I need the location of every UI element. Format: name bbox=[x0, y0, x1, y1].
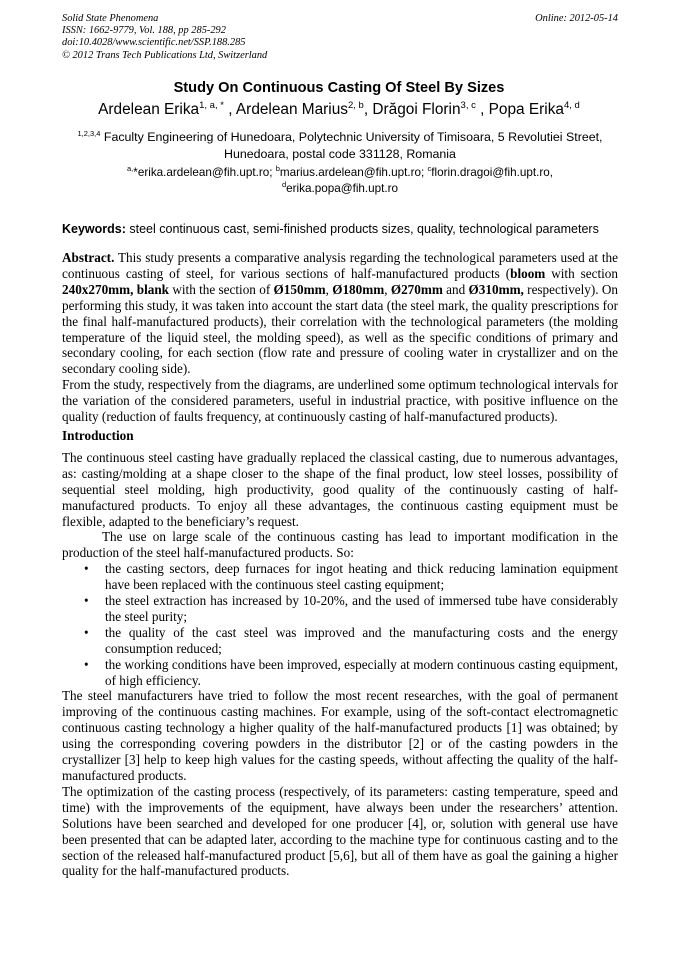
author-sup: 1, a, * bbox=[199, 99, 224, 111]
journal-doi: doi:10.4028/www.scientific.net/SSP.188.285 bbox=[62, 37, 246, 49]
email-link[interactable]: florin.dragoi@fih.upt.ro, bbox=[431, 166, 553, 179]
author-sup: 3, c bbox=[460, 99, 476, 111]
author-sup: 4, d bbox=[563, 99, 580, 111]
paper-body bbox=[62, 250, 618, 879]
author-sup: 2, b bbox=[348, 99, 364, 111]
email-sup: c bbox=[427, 164, 432, 174]
list-item: • the casting sectors, deep furnaces for ingot heating and thick reducing lamination equipment have been replaced with the continuous steel casting equipment; bbox=[84, 561, 618, 593]
journal-name: Solid State Phenomena bbox=[62, 13, 159, 24]
list-item: • the steel extraction has increased by 10-20%, and the used of immersed tube have considerably the steel purity; bbox=[84, 593, 618, 624]
body-paragraph: The steel manufacturers have tried to follow the most recent researches, with the goal of permanent improving of the continuous casting machines. For example, using of the soft-contact electromagnetic continuous casting technology a higher quality of the half-manufactured products [1] was obtained; by using the corresponding covering powders in the distributor [2] or of the casting powders in the crystallizer [3] help to keep high values for the casting speeds, without affecting the quality of the half-manufactured products. bbox=[62, 688, 618, 783]
body-paragraph: The continuous steel casting have gradually replaced the classical casting, due to numerous advantages, as: casting/molding at a shape closer to the shape of the final product, low steel losses, possibility of sequential steel molding, high productivity, good quality of the continuously casting of half-manufactured products. To enjoy all these advantages, the continuous casting equipment must be flexible, adapted to the beneficiary’s request. bbox=[62, 449, 618, 529]
email-link[interactable]: erika.popa@fih.upt.ro bbox=[286, 182, 399, 195]
bullet-icon: • bbox=[84, 656, 89, 672]
abstract-paragraph: From the study, respectively from the diagrams, are underlined some optimum technological intervals for the variation of the considered parameters, useful in industrial practice, with positive influence on the quality (reduction of faults frequency, at continuously casting of half-manufactured products). bbox=[62, 377, 618, 425]
journal-header bbox=[62, 13, 618, 62]
abstract-paragraph: Abstract. This study presents a comparative analysis regarding the technological parameters used at the continuous casting of steel, for various sections of half-manufactured products (bloom with section 240x270mm, blank with the section of Ø150mm, Ø180mm, Ø270mm and Ø310mm, respectively). On performing this study, it was taken into account the start data (the steel mark, the quality prescriptions for the final half-manufactured products), their correlation with the technological parameters (the molding temperature of the liquid steel, the molding speed), as well as the specific conditions of primary and secondary cooling, for each section (flow rate and pressure of cooling water in crystallizer and on the secondary cooling side). bbox=[62, 250, 619, 377]
bullet-icon: • bbox=[84, 561, 89, 577]
list-item: • the working conditions have been improved, especially at modern continuous casting equipment, of high efficiency. bbox=[84, 656, 618, 688]
journal-issn: ISSN: 1662-9779, Vol. 188, pp 285-292 bbox=[62, 25, 226, 37]
author-name: Ardelean Marius bbox=[235, 101, 348, 118]
online-date: Online: 2012-05-14 bbox=[535, 13, 618, 24]
author-sep: , bbox=[223, 101, 236, 118]
affiliation bbox=[62, 129, 618, 163]
bullet-icon: • bbox=[84, 593, 89, 609]
bullet-icon: • bbox=[84, 624, 89, 640]
email-list bbox=[62, 165, 618, 197]
abstract-label: Abstract. bbox=[62, 250, 115, 265]
author-list bbox=[0, 101, 678, 119]
keywords bbox=[62, 222, 618, 236]
paper-title: Study On Continuous Casting Of Steel By Sizes bbox=[173, 80, 505, 96]
author-name: Popa Erika bbox=[488, 101, 564, 118]
email-sup: a, bbox=[127, 164, 134, 174]
list-item: • the quality of the cast steel was improved and the manufacturing costs and the energy consumption reduced; bbox=[84, 624, 618, 656]
affiliation-sup: 1,2,3,4 bbox=[77, 128, 101, 138]
body-paragraph: The use on large scale of the continuous casting has lead to important modification in the production of the steel half-manufactured products. So: bbox=[62, 529, 618, 561]
author-sep: , bbox=[363, 101, 373, 118]
keywords-text: steel continuous cast, semi-finished products sizes, quality, technological parameters bbox=[125, 222, 599, 236]
affiliation-line: Faculty Engineering of Hunedoara, Polytechnic University of Timisoara, 5 Revolutiei Street, bbox=[103, 130, 603, 144]
email-sup: d bbox=[281, 180, 287, 190]
author-name: Drăgoi Florin bbox=[372, 101, 461, 118]
email-link[interactable]: *erika.ardelean@fih.upt.ro; bbox=[133, 166, 276, 179]
email-sup: b bbox=[275, 164, 280, 174]
affiliation-line: Hunedoara, postal code 331128, Romania bbox=[224, 147, 456, 161]
author-sep: , bbox=[475, 101, 489, 118]
author-name: Ardelean Erika bbox=[98, 101, 200, 118]
email-link[interactable]: marius.ardelean@fih.upt.ro; bbox=[279, 166, 428, 179]
body-paragraph: The optimization of the casting process (respectively, of its parameters: casting temperature, speed and time) with the improvements of the equipment, have always been under the researchers’ attention. Solutions have been searched and developed for one producer [4], or, solution with general use have been presented that can be adapted later, according to the machine type for continuous casting and to the section of the released half-manufactured product [5,6], but all of them have as goal the gaining a higher quality for the half-manufactured products. bbox=[62, 783, 618, 879]
section-heading: Introduction bbox=[62, 427, 134, 443]
bullet-list bbox=[62, 561, 618, 688]
journal-copyright: © 2012 Trans Tech Publications Ltd, Switzerland bbox=[62, 49, 268, 61]
keywords-label: Keywords: bbox=[62, 222, 126, 236]
